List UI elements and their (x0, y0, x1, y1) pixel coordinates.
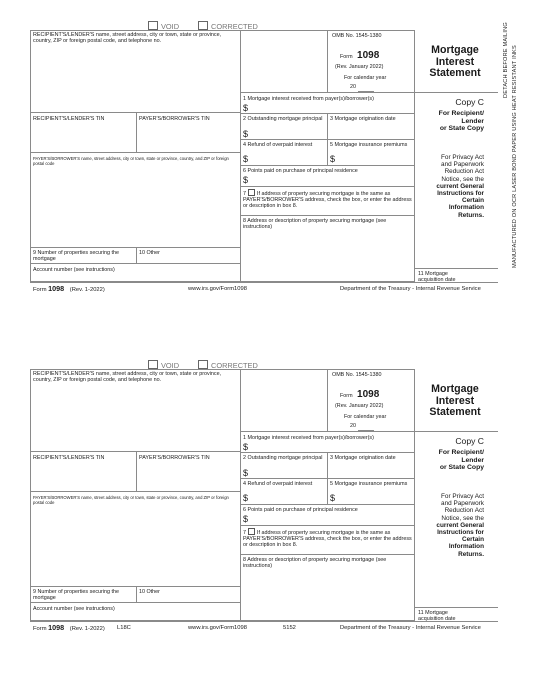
privacy-line-7: Certain (461, 197, 484, 205)
side-text (501, 20, 527, 270)
box-6-label: 6 Points paid on purchase of principal residence (243, 168, 358, 174)
footer-url[interactable]: www.irs.gov/Form1098 (188, 286, 247, 292)
box-7-number: 7 (243, 530, 246, 536)
box-6-label: 6 Points paid on purchase of principal residence (243, 507, 358, 513)
box-5-dollar: $ (330, 493, 336, 503)
divider (30, 112, 240, 113)
box-7 (243, 189, 413, 210)
box-5-label: 5 Mortgage insurance premiums (330, 481, 408, 487)
form-title (420, 45, 490, 80)
title-line-3: Statement (429, 67, 481, 79)
recipient-address-label: RECIPIENT'S/LENDER'S name, street address, city or town, state or province, country, ZIP or foreign postal code, and telephone no. (33, 32, 222, 45)
box-2-label: 2 Outstanding mortgage principal (243, 116, 323, 122)
privacy-line-8: Information (448, 543, 484, 551)
box-2-label: 2 Outstanding mortgage principal (243, 455, 323, 461)
copy-line-3: or State Copy (439, 125, 484, 133)
copy-recipient (420, 449, 484, 472)
title-line-1: Mortgage (431, 383, 479, 395)
divider (136, 586, 137, 602)
privacy-line-6: Instructions for (437, 190, 484, 198)
box-5-dollar: $ (330, 154, 336, 164)
footer-rev: (Rev. 1-2022) (69, 287, 105, 293)
box-2-dollar: $ (243, 129, 249, 139)
divider (240, 554, 415, 555)
box-7 (243, 528, 413, 549)
calendar-year-prefix: 20 (350, 423, 356, 429)
box-4-dollar: $ (243, 154, 249, 164)
account-number-label: Account number (see instructions) (33, 267, 115, 273)
footer-url[interactable]: www.irs.gov/Form1098 (188, 625, 247, 631)
omb-number: OMB No. 1545-1380 (332, 372, 382, 378)
copy-line-1: For Recipient/ (438, 110, 484, 117)
box-1-dollar: $ (243, 103, 249, 113)
divider (240, 504, 415, 505)
footer-form-number: 1098 (48, 623, 65, 632)
footer-code: L18C (117, 625, 131, 631)
copy-name: Copy C (455, 436, 484, 446)
form-number: 1098 (357, 50, 380, 61)
divider (30, 263, 240, 264)
divider (30, 586, 240, 587)
privacy-line-1: For Privacy Act (441, 154, 484, 161)
privacy-line-1: For Privacy Act (441, 493, 484, 500)
form-prefix: Form (340, 393, 353, 399)
copy-line-3: or State Copy (439, 464, 484, 472)
box-8-label: 8 Address or description of property securing mortgage (see instructions) (243, 557, 387, 570)
recipient-address-field[interactable] (31, 50, 240, 112)
detach-text: DETACH BEFORE MAILING (503, 22, 509, 98)
box-5-label: 5 Mortgage insurance premiums (330, 142, 408, 148)
payer-address-label: PAYER'S/BORROWER'S name, street address, city or town, state or province, country, and ZIP or foreign postal code (33, 156, 229, 166)
box-7-text: If address of property securing mortgage is the same as PAYER'S/BORROWER'S address, check the box, or enter the address or description in box 8. (243, 191, 412, 210)
footer-rev: (Rev. 1-2022) (69, 626, 105, 632)
corrected-label: CORRECTED (211, 361, 258, 370)
divider (327, 30, 328, 92)
box-3-label: 3 Mortgage origination date (330, 116, 396, 122)
title-line-2: Interest (435, 55, 475, 68)
privacy-notice (420, 154, 484, 219)
box-11-label: 11 Mortgage acquisition date (418, 610, 456, 623)
privacy-line-8: Information (448, 204, 484, 212)
footer-number: 5152 (283, 625, 296, 631)
divider (327, 369, 328, 431)
privacy-line-9: Returns. (458, 211, 484, 219)
privacy-line-5: current General (436, 182, 484, 190)
footer-department: Department of the Treasury - Internal Revenue Service (340, 286, 481, 292)
divider (240, 92, 415, 93)
form-revision: (Rev. January 2022) (335, 64, 384, 70)
privacy-line-3: Reduction Act (444, 507, 484, 515)
box-1-field[interactable] (250, 103, 412, 113)
divider (30, 451, 240, 452)
form-1098-copy-bottom (0, 331, 533, 674)
privacy-line-7: Certain (461, 536, 484, 544)
privacy-line-2: and Paperwork (441, 161, 484, 169)
form-id (340, 384, 379, 402)
payer-tin-label: PAYER'S/BORROWER'S TIN (139, 455, 210, 461)
footer-form (33, 285, 105, 294)
divider (240, 139, 415, 140)
box-10-label: 10 Other (139, 589, 160, 595)
box-1-label: 1 Mortgage interest received from payer(s)/borrower(s) (243, 96, 374, 102)
divider (240, 215, 415, 216)
divider (415, 92, 498, 93)
form-id (340, 45, 379, 63)
box-2-dollar: $ (243, 468, 249, 478)
box-1-field[interactable] (250, 442, 412, 452)
account-number-label: Account number (see instructions) (33, 606, 115, 612)
divider (136, 451, 137, 491)
title-line-1: Mortgage (431, 44, 479, 56)
form-title (420, 384, 490, 419)
divider (240, 478, 415, 479)
box-4-label: 4 Refund of overpaid interest (243, 481, 313, 487)
divider (240, 369, 241, 621)
recipient-tin-label: RECIPIENT'S/LENDER'S TIN (33, 455, 105, 461)
void-label: VOID (161, 22, 180, 31)
privacy-line-4: Notice, see the (441, 175, 484, 183)
copy-line-1: For Recipient/ (438, 449, 484, 456)
privacy-notice (420, 493, 484, 558)
box-3-label: 3 Mortgage origination date (330, 455, 396, 461)
form-number: 1098 (357, 389, 380, 400)
recipient-address-label: RECIPIENT'S/LENDER'S name, street address, city or town, state or province, country, ZIP or foreign postal code, and telephone no. (33, 371, 222, 384)
calendar-year-label: For calendar year (344, 75, 387, 81)
box-7-text: If address of property securing mortgage is the same as PAYER'S/BORROWER'S address, check the box, or enter the address or description in box 8. (243, 530, 412, 549)
footer-form-prefix: Form (33, 287, 47, 293)
footer-department: Department of the Treasury - Internal Revenue Service (340, 625, 481, 631)
box-7-number: 7 (243, 191, 246, 197)
box-1-label: 1 Mortgage interest received from payer(s)/borrower(s) (243, 435, 374, 441)
footer-form-prefix: Form (33, 626, 47, 632)
title-line-2: Interest (435, 394, 475, 407)
corrected-label: CORRECTED (211, 22, 258, 31)
payer-tin-label: PAYER'S/BORROWER'S TIN (139, 116, 210, 122)
omb-number: OMB No. 1545-1380 (332, 33, 382, 39)
divider (415, 431, 498, 432)
privacy-line-6: Instructions for (437, 529, 484, 537)
copy-line-2: Lender (461, 117, 484, 125)
divider (30, 602, 240, 603)
copy-name: Copy C (455, 97, 484, 107)
divider (30, 491, 240, 492)
privacy-line-2: and Paperwork (441, 500, 484, 508)
copy-line-2: Lender (461, 456, 484, 464)
box-7-checkbox[interactable] (248, 528, 255, 535)
calendar-year-prefix: 20 (350, 84, 356, 90)
box-6-dollar: $ (243, 514, 249, 524)
divider (240, 186, 415, 187)
footer-form-number: 1098 (48, 284, 65, 293)
recipient-tin-label: RECIPIENT'S/LENDER'S TIN (33, 116, 105, 122)
footer-form (33, 624, 105, 633)
copy-recipient (420, 110, 484, 133)
box-1-dollar: $ (243, 442, 249, 452)
box-9-label: 9 Number of properties securing the mortgage (33, 589, 119, 602)
form-revision: (Rev. January 2022) (335, 403, 384, 409)
payer-address-label: PAYER'S/BORROWER'S name, street address, city or town, state or province, country, and ZIP or foreign postal code (33, 495, 229, 505)
divider (30, 152, 240, 153)
privacy-line-9: Returns. (458, 550, 484, 558)
divider (240, 165, 415, 166)
divider (136, 247, 137, 263)
box-10-label: 10 Other (139, 250, 160, 256)
divider (30, 247, 240, 248)
privacy-line-4: Notice, see the (441, 514, 484, 522)
calendar-year-label: For calendar year (344, 414, 387, 420)
divider (240, 431, 415, 432)
box-8-label: 8 Address or description of property securing mortgage (see instructions) (243, 218, 387, 231)
divider (240, 30, 241, 282)
box-11-label: 11 Mortgage acquisition date (418, 271, 456, 284)
form-prefix: Form (340, 54, 353, 60)
box-6-dollar: $ (243, 175, 249, 185)
privacy-line-3: Reduction Act (444, 168, 484, 176)
box-4-label: 4 Refund of overpaid interest (243, 142, 313, 148)
void-label: VOID (161, 361, 180, 370)
manufactured-text: MANUFACTURED ON OCR LASER BOND PAPER USING HEAT RESISTANT INKS (512, 45, 518, 268)
divider (240, 525, 415, 526)
box-4-dollar: $ (243, 493, 249, 503)
divider (415, 268, 498, 269)
divider (136, 112, 137, 152)
privacy-line-5: current General (436, 521, 484, 529)
recipient-address-field[interactable] (31, 389, 240, 451)
box-7-checkbox[interactable] (248, 189, 255, 196)
box-9-label: 9 Number of properties securing the mortgage (33, 250, 119, 263)
divider (415, 607, 498, 608)
title-line-3: Statement (429, 406, 481, 418)
